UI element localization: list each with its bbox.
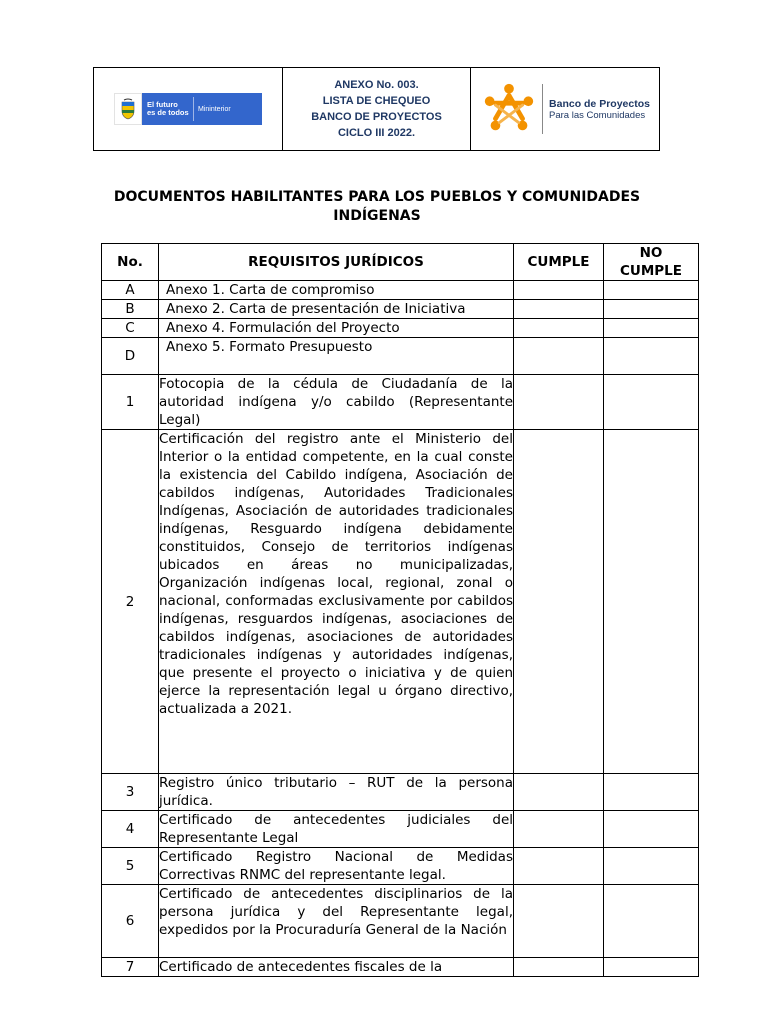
table-row <box>102 375 699 430</box>
anexo-cell <box>283 68 471 150</box>
no-cumple-cell[interactable] <box>604 338 699 375</box>
requirements-checklist-table <box>101 243 699 977</box>
row-number: B <box>102 300 159 319</box>
bp-logo-divider <box>542 84 543 134</box>
colombia-coat-of-arms-icon <box>114 93 142 125</box>
no-cumple-cell[interactable] <box>604 811 699 848</box>
table-row <box>102 430 699 774</box>
no-cumple-cell[interactable] <box>604 430 699 774</box>
cumple-cell[interactable] <box>514 958 604 977</box>
table-row <box>102 774 699 811</box>
no-cumple-cell[interactable] <box>604 300 699 319</box>
cumple-cell[interactable] <box>514 885 604 958</box>
table-row <box>102 281 699 300</box>
row-requirement: Anexo 1. Carta de compromiso <box>159 281 514 300</box>
document-title-line-2: INDÍGENAS <box>333 208 421 224</box>
ministry-name: Mininterior <box>198 105 231 113</box>
row-requirement: Certificación del registro ante el Ministerio del Interior o la entidad competente, en la cual conste la existencia del Cabildo indígena, Asociación de cabildos indígenas, Autoridades Tradicionales Indígenas, Asociación de autoridades tradicionales indígenas, Resguardo indígena debidamente constituidos, Consejo de territorios indígenas ubicados en áreas no municipalizadas, Organización indígenas local, regional, zonal o nacional, conformadas exclusivamente por cabildos indígenas, resguardos indígenas, asociaciones de cabildos indígenas, asociaciones de autoridades tradicionales indígenas y autoridades indígenas, que presente el proyecto o iniciativa y de quien ejerce la representación legal u órgano directivo, actualizada a 2021. <box>159 430 514 774</box>
row-number: 1 <box>102 375 159 430</box>
gov-logo-cell <box>94 68 283 150</box>
government-logo <box>114 93 262 125</box>
no-cumple-line-2: CUMPLE <box>619 263 683 279</box>
bp-logo-title: Banco de Proyectos <box>549 97 650 110</box>
row-requirement: Certificado de antecedentes disciplinarios de la persona jurídica y del Representante legal, expedidos por la Procuraduría General de la Nación <box>159 885 514 958</box>
cumple-cell[interactable] <box>514 848 604 885</box>
row-requirement: Anexo 2. Carta de presentación de Iniciativa <box>159 300 514 319</box>
anexo-bank-name: BANCO DE PROYECTOS <box>311 111 442 123</box>
cumple-cell[interactable] <box>514 811 604 848</box>
row-requirement: Certificado Registro Nacional de Medidas Correctivas RNMC del representante legal. <box>159 849 513 883</box>
table-row <box>102 319 699 338</box>
row-requirement: Anexo 5. Formato Presupuesto <box>159 338 514 375</box>
no-cumple-cell[interactable] <box>604 774 699 811</box>
column-header-cumple: CUMPLE <box>514 244 604 281</box>
gov-slogan-line-2: es de todos <box>147 108 189 117</box>
gov-slogan <box>142 101 189 117</box>
cumple-cell[interactable] <box>514 338 604 375</box>
row-number: 4 <box>102 811 159 848</box>
cumple-cell[interactable] <box>514 281 604 300</box>
row-requirement: Certificado de antecedentes judiciales del Representante Legal <box>159 812 513 846</box>
anexo-list-title: LISTA DE CHEQUEO <box>322 95 431 107</box>
no-cumple-cell[interactable] <box>604 958 699 977</box>
table-row <box>102 885 699 958</box>
row-number: 5 <box>102 848 159 885</box>
row-number: C <box>102 319 159 338</box>
no-cumple-cell[interactable] <box>604 319 699 338</box>
no-cumple-cell[interactable] <box>604 885 699 958</box>
row-number: 7 <box>102 958 159 977</box>
row-requirement: Anexo 4. Formulación del Proyecto <box>159 319 514 338</box>
gov-slogan-line-1: El futuro <box>147 100 178 109</box>
anexo-number: ANEXO No. 003. <box>334 79 419 91</box>
row-requirement: Fotocopia de la cédula de Ciudadanía de la autoridad indígena y/o cabildo (Representante Legal) <box>159 376 513 428</box>
no-cumple-cell[interactable] <box>604 375 699 430</box>
document-title-line-1: DOCUMENTOS HABILITANTES PARA LOS PUEBLOS Y COMUNIDADES <box>113 189 641 205</box>
row-requirement: Certificado de antecedentes fiscales de la <box>159 958 514 977</box>
row-number: 3 <box>102 774 159 811</box>
table-row <box>102 848 699 885</box>
no-cumple-cell[interactable] <box>604 848 699 885</box>
cumple-cell[interactable] <box>514 430 604 774</box>
cumple-cell[interactable] <box>514 774 604 811</box>
document-header <box>93 67 660 151</box>
cumple-cell[interactable] <box>514 375 604 430</box>
anexo-cycle: CICLO III 2022. <box>337 127 416 139</box>
people-circle-icon <box>480 80 538 138</box>
column-header-no-cumple <box>604 244 699 281</box>
table-row <box>102 958 699 977</box>
document-title <box>80 188 674 226</box>
cumple-cell[interactable] <box>514 300 604 319</box>
no-cumple-cell[interactable] <box>604 281 699 300</box>
table-row <box>102 811 699 848</box>
table-header-row <box>102 244 699 281</box>
column-header-requirements: REQUISITOS JURÍDICOS <box>159 244 514 281</box>
bp-logo-subtitle: Para las Comunidades <box>549 109 646 121</box>
gov-logo-divider <box>193 97 194 121</box>
government-brand-bar <box>142 93 262 125</box>
no-cumple-line-1: NO <box>639 245 663 261</box>
table-row <box>102 300 699 319</box>
column-header-number: No. <box>102 244 159 281</box>
row-requirement: Registro único tributario – RUT de la persona jurídica. <box>159 775 513 809</box>
table-row <box>102 338 699 375</box>
row-number: 2 <box>102 430 159 774</box>
row-number: D <box>102 338 159 375</box>
row-number: A <box>102 281 159 300</box>
bp-logo-cell <box>471 68 659 150</box>
banco-proyectos-logo <box>480 80 650 138</box>
row-number: 6 <box>102 885 159 958</box>
bp-logo-text <box>549 98 650 121</box>
cumple-cell[interactable] <box>514 319 604 338</box>
